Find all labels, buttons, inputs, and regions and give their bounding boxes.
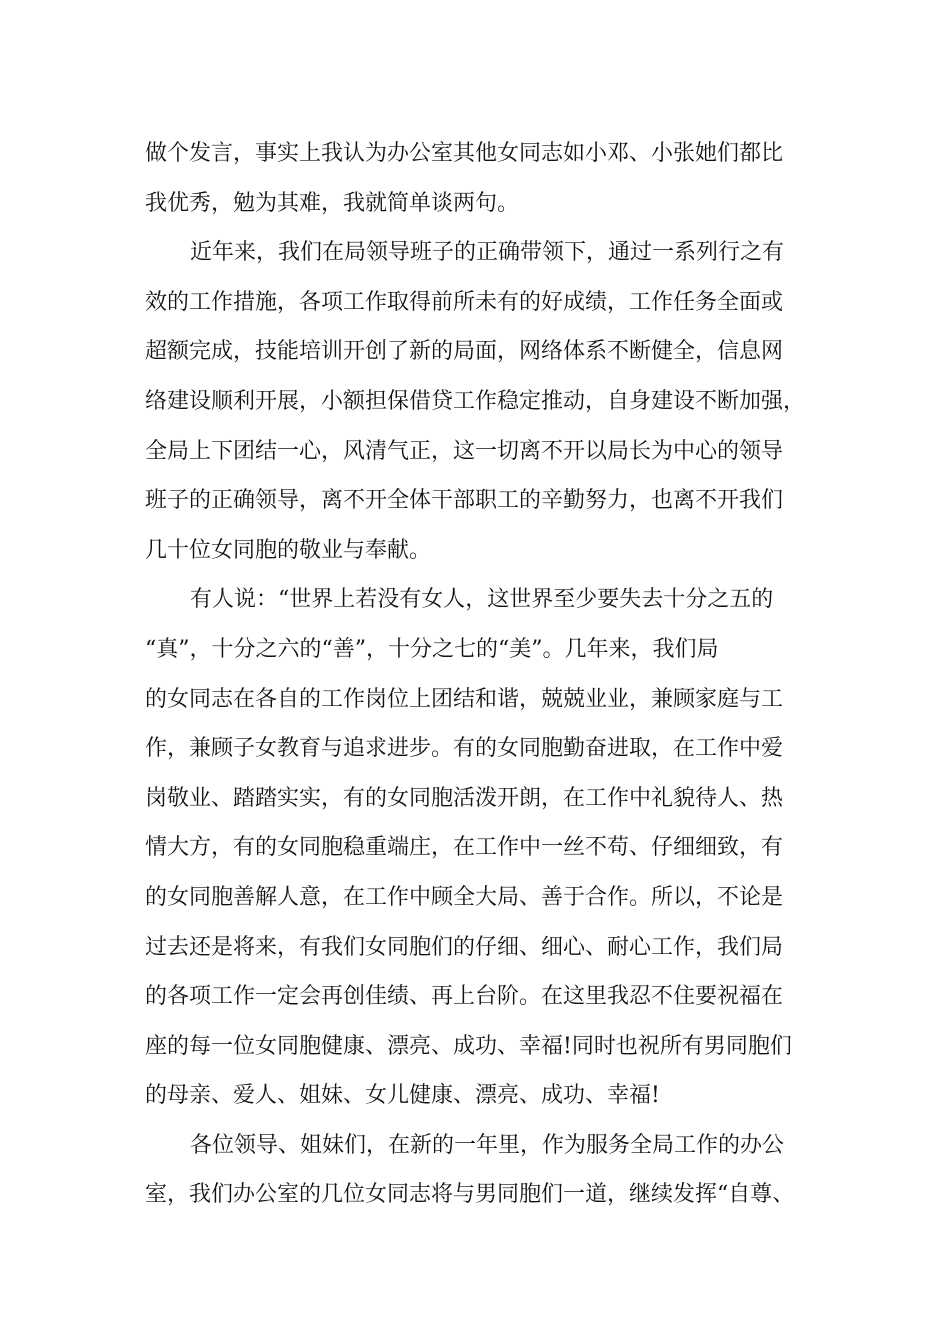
text-line: 络建设顺利开展，小额担保借贷工作稳定推动，自身建设不断加强， [145,388,806,414]
text-line: 作，兼顾子女教育与追求进步。有的女同胞勤奋进取，在工作中爱 [145,736,784,762]
text-line: 情大方，有的女同胞稳重端庄，在工作中一丝不苟、仔细细致，有 [145,835,784,861]
text-line: 的女同志在各自的工作岗位上团结和谐，兢兢业业，兼顾家庭与工 [145,686,784,712]
text-line: 的各项工作一定会再创佳绩、再上台阶。在这里我忍不住要祝福在 [145,984,784,1010]
text-line: 岗敬业、踏踏实实，有的女同胞活泼开朗，在工作中礼貌待人、热 [145,785,784,811]
text-line: 几十位女同胞的敬业与奉献。 [145,537,432,563]
text-line: 过去还是将来，有我们女同胞们的仔细、细心、耐心工作，我们局 [145,934,784,960]
paragraph-start-line: 近年来，我们在局领导班子的正确带领下，通过一系列行之有 [190,240,785,266]
text-line: 的女同胞善解人意，在工作中顾全大局、善于合作。所以，不论是 [145,884,784,910]
text-line: 室，我们办公室的几位女同志将与男同胞们一道，继续发挥“自尊、 [145,1182,795,1208]
text-line: 的母亲、爱人、姐妹、女儿健康、漂亮、成功、幸福! [145,1083,660,1109]
text-line: 全局上下团结一心，风清气正，这一切离不开以局长为中心的领导 [145,438,784,464]
text-line: 班子的正确领导，离不开全体干部职工的辛勤努力，也离不开我们 [145,488,784,514]
document-body [145,129,825,1220]
text-line: 超额完成，技能培训开创了新的局面，网络体系不断健全，信息网 [145,339,784,365]
text-line: 我优秀，勉为其难，我就简单谈两句。 [145,190,520,216]
text-line: 效的工作措施，各项工作取得前所未有的好成绩，工作任务全面或 [145,289,784,315]
paragraph-start-line: 有人说：“世界上若没有女人，这世界至少要失去十分之五的 [190,587,774,613]
text-line: 做个发言，事实上我认为办公室其他女同志如小邓、小张她们都比 [145,141,784,166]
text-line: 座的每一位女同胞健康、漂亮、成功、幸福!同时也祝所有男同胞们 [145,1033,792,1059]
text-line: “真”，十分之六的“善”，十分之七的“美”。几年来，我们局 [145,636,719,662]
paragraph-start-line: 各位领导、姐妹们，在新的一年里，作为服务全局工作的办公 [190,1132,785,1158]
